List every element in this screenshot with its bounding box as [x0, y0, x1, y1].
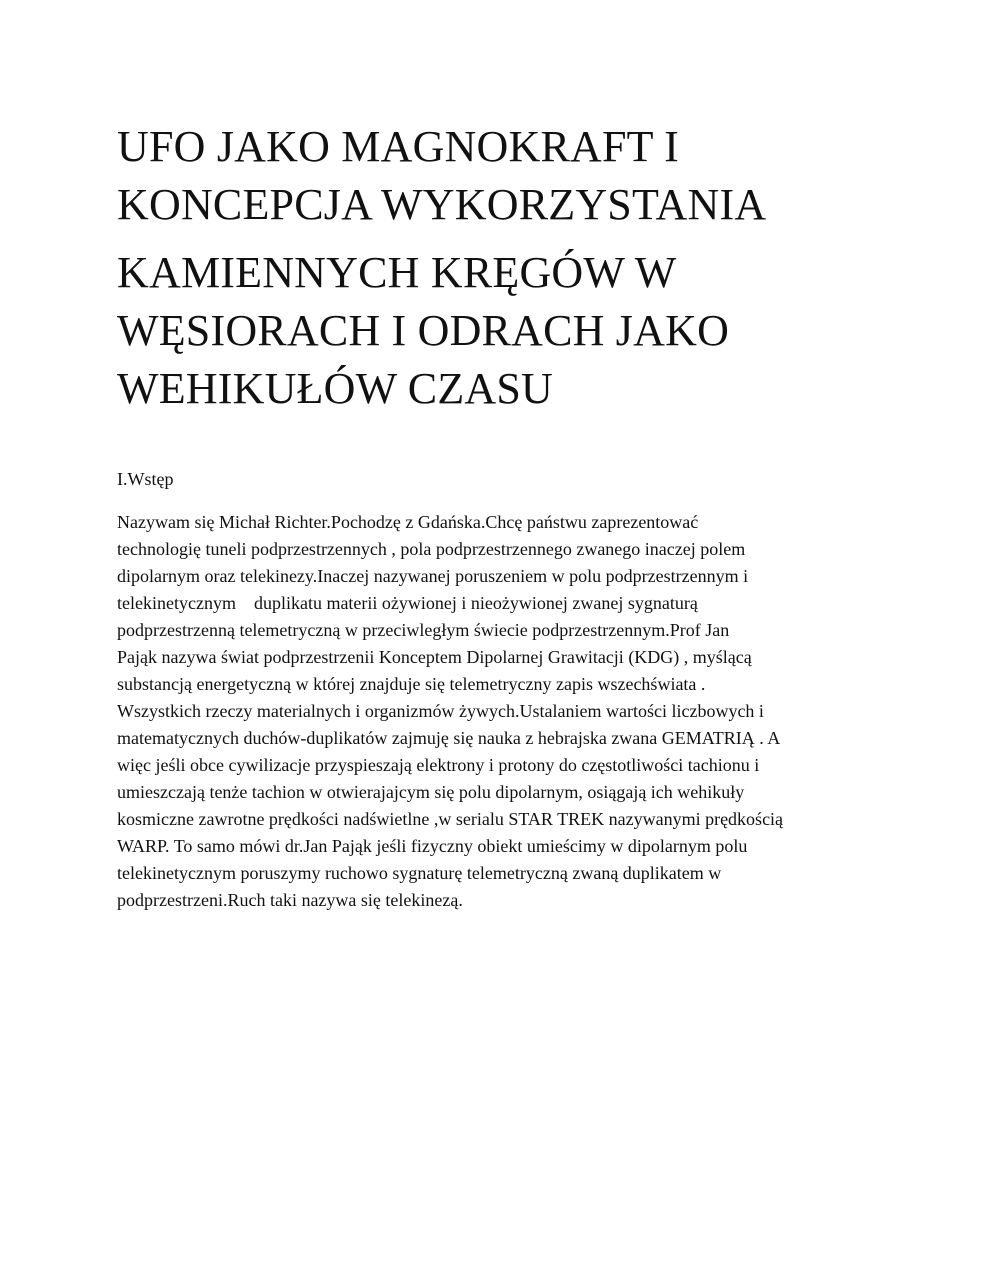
title-part-2: KAMIENNYCH KRĘGÓW W WĘSIORACH I ODRACH JAKO WEHIKUŁÓW CZASU [117, 248, 730, 413]
title-part-1: UFO JAKO MAGNOKRAFT I KONCEPCJA WYKORZYSTANIA [117, 122, 767, 229]
paragraph-line: Nazywam się Michał Richter.Pochodzę z Gdańska.Chcę państwu zaprezentować [117, 512, 699, 532]
paragraph-line: Wszystkich rzeczy materialnych i organizmów żywych.Ustalaniem wartości liczbowych i [117, 701, 764, 721]
paragraph-line: więc jeśli obce cywilizacje przyspieszają elektrony i protony do częstotliwości tachionu i [117, 755, 760, 775]
section-heading: I.Wstęp [117, 469, 174, 489]
paragraph-line: substancją energetyczną w której znajduje się telemetryczny zapis wszechświata . [117, 674, 706, 694]
paragraph-line: matematycznych duchów-duplikatów zajmuję się nauka z hebrajska zwana GEMATRIĄ . A [117, 728, 781, 748]
paragraph-line: podprzestrzenną telemetryczną w przeciwległym świecie podprzestrzennym.Prof Jan [117, 620, 730, 640]
body-paragraph [117, 509, 783, 914]
paragraph-line: telekinetycznym poruszymy ruchowo sygnaturę telemetryczną zwaną duplikatem w [117, 863, 722, 883]
paragraph-line: technologię tuneli podprzestrzennych , pola podprzestrzennego zwanego inaczej polem [117, 539, 746, 559]
paragraph-line: umieszczają tenże tachion w otwierajajcym się polu dipolarnym, osiągają ich wehikuły [117, 782, 745, 802]
paragraph-line: Pająk nazywa świat podprzestrzenii Konceptem Dipolarnej Grawitacji (KDG) , myślącą [117, 647, 752, 667]
document-title [117, 118, 937, 418]
paragraph-line: telekinetycznym duplikatu materii ożywionej i nieożywionej zwanej sygnaturą [117, 593, 698, 613]
paragraph-line: WARP. To samo mówi dr.Jan Pająk jeśli fizyczny obiekt umieścimy w dipolarnym polu [117, 836, 748, 856]
paragraph-line: dipolarnym oraz telekinezy.Inaczej nazywanej poruszeniem w polu podprzestrzennym i [117, 566, 749, 586]
paragraph-line: podprzestrzeni.Ruch taki nazywa się telekinezą. [117, 890, 463, 910]
paragraph-line: kosmiczne zawrotne prędkości nadświetlne ,w serialu STAR TREK nazywanymi prędkością [117, 809, 784, 829]
